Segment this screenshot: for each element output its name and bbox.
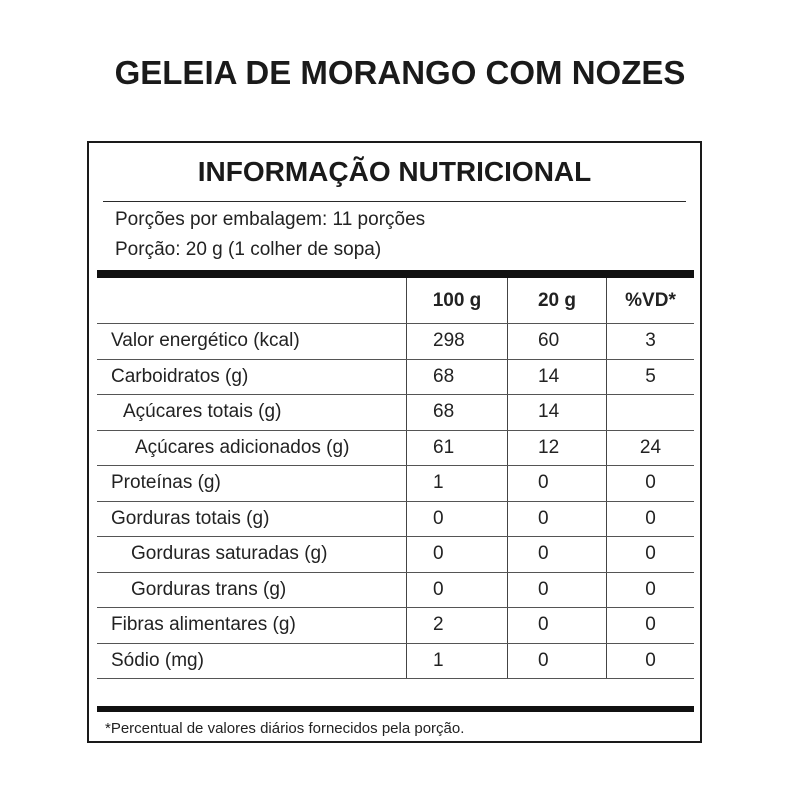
- nutrient-name: Gorduras trans (g): [97, 573, 407, 608]
- value-per-100g: 1: [407, 466, 508, 501]
- table-row: [97, 395, 694, 431]
- value-per-100g: 1: [407, 644, 508, 679]
- value-per-serving: 0: [508, 573, 607, 608]
- nutrient-name: Carboidratos (g): [97, 360, 407, 395]
- nutrient-name: Fibras alimentares (g): [97, 608, 407, 643]
- header-per-serving: 20 g: [508, 278, 607, 323]
- value-daily-percent: 0: [645, 649, 656, 671]
- value-per-100g: 0: [407, 537, 508, 572]
- nutrient-name: Valor energético (kcal): [97, 324, 407, 359]
- value-per-serving: 14: [508, 395, 607, 430]
- value-per-100g: 68: [407, 360, 508, 395]
- table-row: [97, 644, 694, 680]
- table-row: [97, 608, 694, 644]
- value-per-100g: 68: [407, 395, 508, 430]
- value-daily-percent: [607, 395, 694, 430]
- value-per-serving: 0: [508, 466, 607, 501]
- value-per-100g: 61: [407, 431, 508, 466]
- value-daily-percent: 24: [639, 436, 662, 458]
- value-per-serving: 60: [508, 324, 607, 359]
- heading-divider: [103, 201, 686, 202]
- bottom-thick-divider: [97, 706, 694, 712]
- table-row: [97, 324, 694, 360]
- value-per-serving: 0: [508, 502, 607, 537]
- table-row: [97, 431, 694, 467]
- nutrient-name: Gorduras totais (g): [97, 502, 407, 537]
- nutrient-name: Sódio (mg): [97, 644, 407, 679]
- table-row: [97, 360, 694, 396]
- value-per-100g: 0: [407, 502, 508, 537]
- value-daily-percent: 0: [645, 614, 656, 636]
- product-title: GELEIA DE MORANGO COM NOZES: [114, 54, 686, 91]
- value-per-100g: 0: [407, 573, 508, 608]
- top-thick-divider: [97, 270, 694, 278]
- value-per-serving: 12: [508, 431, 607, 466]
- table-row: [97, 537, 694, 573]
- servings-per-package: Porções por embalagem: 11 porções: [115, 209, 426, 230]
- daily-value-footnote: *Percentual de valores diários fornecidos pela porção.: [105, 720, 465, 737]
- value-per-100g: 2: [407, 608, 508, 643]
- label-heading: INFORMAÇÃO NUTRICIONAL: [197, 156, 592, 187]
- value-daily-percent: 0: [645, 543, 656, 565]
- header-nutrient: [97, 278, 407, 323]
- table-row: [97, 466, 694, 502]
- serving-size: Porção: 20 g (1 colher de sopa): [115, 239, 382, 260]
- value-per-serving: 0: [508, 537, 607, 572]
- nutrient-name: Proteínas (g): [97, 466, 407, 501]
- value-daily-percent: 0: [645, 578, 656, 600]
- value-per-serving: 0: [508, 644, 607, 679]
- value-daily-percent: 5: [645, 365, 656, 387]
- table-row: [97, 573, 694, 609]
- header-per-100g: 100 g: [407, 278, 508, 323]
- value-per-serving: 14: [508, 360, 607, 395]
- nutrient-name: Gorduras saturadas (g): [97, 537, 407, 572]
- header-daily-value: %VD*: [625, 289, 676, 311]
- table-header-row: [97, 278, 694, 324]
- value-daily-percent: 0: [645, 472, 656, 494]
- table-row: [97, 502, 694, 538]
- nutrition-table: [97, 278, 694, 679]
- value-daily-percent: 0: [645, 507, 656, 529]
- nutrient-name: Açúcares totais (g): [97, 395, 407, 430]
- nutrient-name: Açúcares adicionados (g): [97, 431, 407, 466]
- nutrition-facts-label: [87, 141, 702, 743]
- value-per-serving: 0: [508, 608, 607, 643]
- value-daily-percent: 3: [645, 330, 656, 352]
- value-per-100g: 298: [407, 324, 508, 359]
